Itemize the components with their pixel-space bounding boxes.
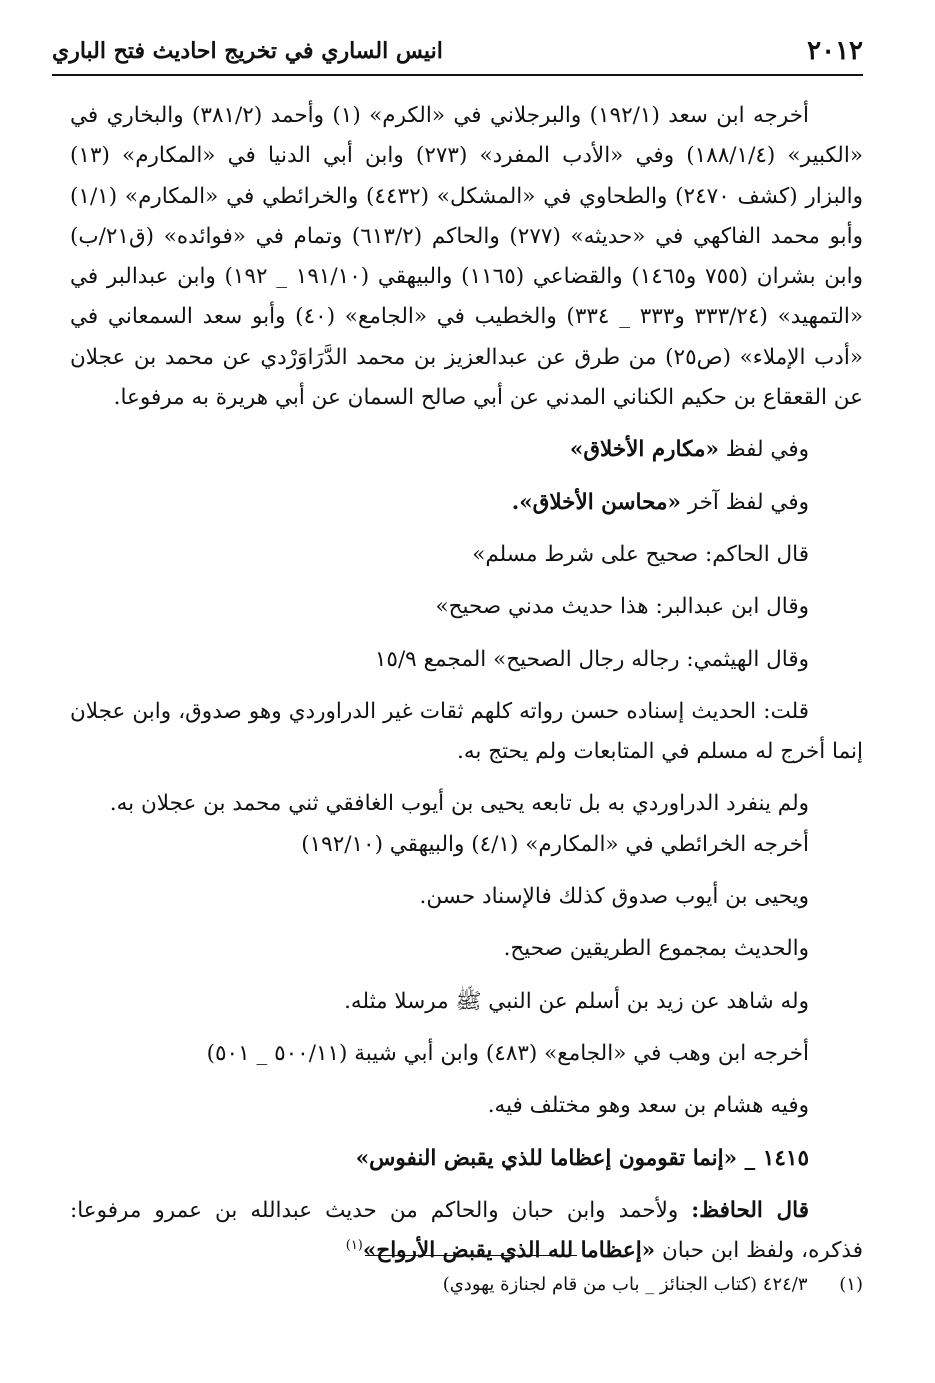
footnote-marker: (١)	[839, 1274, 863, 1295]
takhrij-line: أخرجه ابن وهب في «الجامع» (٤٨٣) وابن أبي شيبة (٥٠٠/١١ _ ٥٠١)	[206, 1040, 809, 1066]
footnote-divider	[365, 1255, 577, 1256]
hafiz-label: قال الحافظ:	[691, 1197, 809, 1223]
corroboration-paragraph: ولم ينفرد الدراوردي به بل تابعه يحيى بن أيوب الغافقي ثني محمد بن عجلان به.	[109, 791, 809, 817]
variant-wording-2	[70, 483, 863, 523]
narrator-grading: ويحيى بن أيوب صدوق كذلك فالإسناد حسن.	[419, 884, 809, 910]
variant-prefix: وفي لفظ آخر	[687, 489, 809, 515]
shahid-paragraph: وله شاهد عن زيد بن أسلم عن النبي ﷺ مرسلا مثله.	[344, 988, 809, 1014]
footnote	[60, 1270, 863, 1300]
narrator-note: وفيه هشام بن سعد وهو مختلف فيه.	[487, 1093, 809, 1119]
page-body	[70, 96, 863, 1271]
page-header	[52, 30, 863, 76]
hafiz-wording: «إعظاما لله الذي يقبض الأرواح»	[362, 1238, 656, 1264]
hakim-verdict: قال الحاكم: صحيح على شرط مسلم»	[472, 541, 809, 567]
takhrij-line: أخرجه الخرائطي في «المكارم» (٤/١) والبيهقي (١٩٢/١٠)	[301, 831, 809, 857]
page-number: ٢٠١٢	[807, 36, 863, 66]
footnote-reference: (١)	[345, 1237, 363, 1253]
haythami-verdict: وقال الهيثمي: رجاله رجال الصحيح» المجمع ١٥/٩	[374, 646, 809, 672]
takhrij-paragraph: أخرجه ابن سعد (١٩٢/١) والبرجلاني في «الكرم» (١) وأحمد (٣٨١/٢) والبخاري في «الكبير» (١٨٨/١/٤) وفي «الأدب المفرد» (٢٧٣) وابن أبي الدنيا في «المكارم» (١٣) والبزار (كشف ٢٤٧٠) والطحاوي في «المشكل» (٤٤٣٢) والخرائطي في «المكارم» (١/١) وأبو محمد الفاكهي في «حديثه» (٢٧٧) والحاكم (٦١٣/٢) وتمام في «فوائده» (ق٢١/ب) وابن بشران (٧٥٥ و١٤٦٥) والقضاعي (١١٦٥) والبيهقي (١٩١/١٠ _ ١٩٢) وابن عبدالبر في «التمهيد» (٣٣٣/٢٤ و٣٣٣ _ ٣٣٤) والخطيب في «الجامع» (٤٠) وأبو سعد السمعاني في «أدب الإملاء» (ص٢٥) من طرق عن عبدالعزيز بن محمد الدَّرَاوَرْدي عن محمد بن عجلان عن القعقاع بن حكيم الكناني المدني عن أبي صالح السمان عن أبي هريرة به مرفوعا.	[70, 103, 864, 411]
hafiz-text: ولأحمد وابن حبان والحاكم من حديث عبدالله بن عمرو مرفوعا: فذكره، ولفظ ابن حبان	[70, 1197, 863, 1264]
ibn-abdulbarr-verdict: وقال ابن عبدالبر: هذا حديث مدني صحيح»	[435, 594, 809, 620]
hadith-grading: والحديث بمجموع الطريقين صحيح.	[503, 936, 809, 962]
hafiz-quote-paragraph	[70, 1191, 863, 1272]
author-comment: قلت: الحديث إسناده حسن رواته كلهم ثقات غير الدراوردي وهو صدوق، وابن عجلان إنما أخرج له مسلم في المتابعات ولم يحتج به.	[70, 698, 863, 765]
variant-prefix: وفي لفظ	[725, 437, 809, 463]
running-title: انيس الساري في تخريج احاديث فتح الباري	[52, 38, 443, 64]
footnote-text: ٤٢٤/٣ (كتاب الجنائز _ باب من قام لجنازة يهودي)	[442, 1274, 808, 1295]
hadith-heading: ١٤١٥ _ «إنما تقومون إعظاما للذي يقبض النفوس»	[355, 1145, 809, 1171]
variant-quote: «مكارم الأخلاق»	[569, 437, 719, 463]
variant-wording-1	[70, 430, 863, 470]
variant-quote: «محاسن الأخلاق».	[511, 489, 681, 515]
